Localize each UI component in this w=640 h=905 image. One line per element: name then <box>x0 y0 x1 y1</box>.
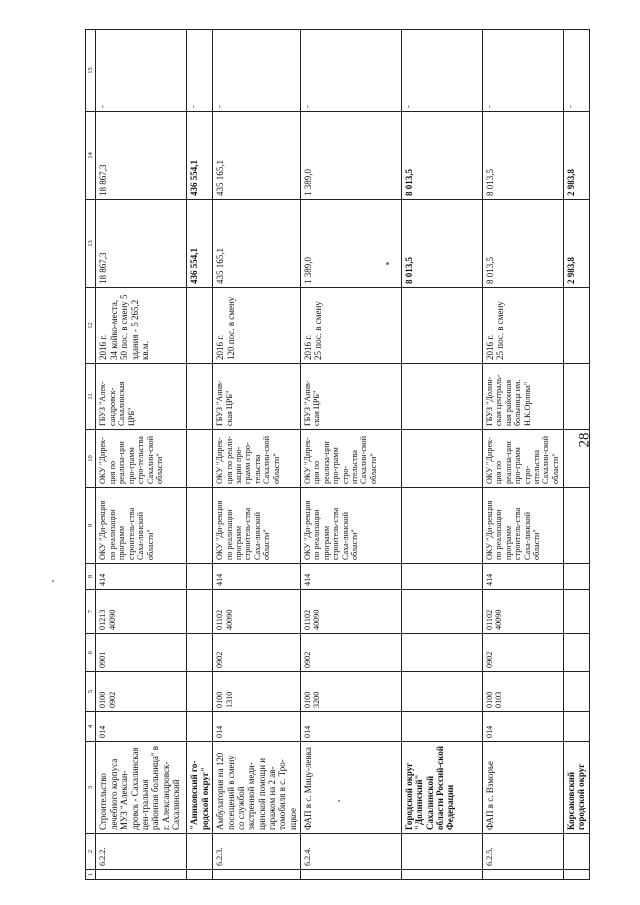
amount-total: 435 165,1 <box>213 200 301 288</box>
col-header: 15 <box>86 30 96 112</box>
table-cell <box>563 834 589 870</box>
amount-total: 1 389,0 <box>300 200 401 288</box>
developer: ОКУ "Дирек-ция по реализа-ции про-грамм стро-ительства Сахалин-ской области" <box>300 430 401 488</box>
customer: ОКУ "Ди-рекция по реализации программ строитель-ства Саха-линской области" <box>213 488 301 564</box>
term-and-capacity <box>482 288 563 364</box>
table-cell <box>563 634 589 672</box>
subsection-code: 0902 <box>213 634 301 672</box>
customer: ОКУ "Ди-рекция по реализации программ строитель-ства Саха-линской области" <box>96 488 187 564</box>
col-header: 10 <box>86 430 96 488</box>
target-article-code: 01102 40090 <box>482 590 563 634</box>
amount-other: - <box>482 30 563 112</box>
capacity: 120 пос. в смену <box>225 296 236 360</box>
item-number: 6.2.2. <box>96 834 187 870</box>
recipient: ГБУЗ "Анив-ская ЦРБ" <box>300 364 401 430</box>
developer: ОКУ "Дирек-ция по реали-зации про-грамм стро-тельства Сахалин-ской области" <box>213 430 301 488</box>
item-number: 6.2.4. <box>300 834 401 870</box>
term: 2016 г. <box>302 334 313 360</box>
district-name: Городской округ "Долинский" Сахалинской области Россий-ской Федерации <box>401 742 482 834</box>
district-name: Корсаковский городской округ <box>563 742 589 834</box>
table-cell <box>563 564 589 590</box>
expense-type-code: 414 <box>213 564 301 590</box>
section-code: 0100 0902 <box>96 672 187 712</box>
subsection-code: 0902 <box>482 634 563 672</box>
amount-year: 8 013,5 <box>401 112 482 200</box>
table-cell <box>563 590 589 634</box>
amount-total: 18 867,3 <box>96 200 187 288</box>
col-header: 2 <box>86 834 96 870</box>
subsection-code: 0902 <box>300 634 401 672</box>
table-cell <box>401 564 482 590</box>
amount-year: 8 013,5 <box>482 112 563 200</box>
table-cell <box>563 430 589 488</box>
section-code: 0100 1310 <box>213 672 301 712</box>
table-cell <box>187 288 213 364</box>
table-cell <box>401 288 482 364</box>
amount-other: - <box>401 30 482 112</box>
district-row <box>563 30 589 880</box>
amount-year: 2 983,8 <box>563 112 589 200</box>
table-row <box>213 30 301 880</box>
table-cell <box>563 672 589 712</box>
table-cell <box>213 870 301 880</box>
amount-total: 436 554,1 <box>187 200 213 288</box>
col-header: 12 <box>86 288 96 364</box>
investment-table <box>85 29 590 880</box>
term: 2016 г. <box>215 334 226 360</box>
col-header: 1 <box>86 870 96 880</box>
table-cell <box>401 870 482 880</box>
subsection-code: 0901 <box>96 634 187 672</box>
table-cell <box>187 634 213 672</box>
amount-year: 1 389,0 <box>300 112 401 200</box>
district-row <box>187 30 213 880</box>
table-cell <box>401 834 482 870</box>
amount-year: 18 867,3 <box>96 112 187 200</box>
table-cell <box>401 590 482 634</box>
header-row <box>86 30 96 880</box>
object-name: Строительство лечебного корпуса МУЗ "Алексан-дровск - Сахалинская цен-тральная районная больница" в г. Александровск-Сахалинский <box>96 742 187 834</box>
scan-speck <box>52 580 54 582</box>
table-cell <box>187 430 213 488</box>
table-cell <box>187 870 213 880</box>
col-header: 9 <box>86 488 96 564</box>
table-cell <box>401 712 482 742</box>
customer: ОКУ "Ди-рекция по реализации программ строитель-ства Саха-линской области" <box>482 488 563 564</box>
term-and-capacity <box>213 288 301 364</box>
developer: ОКУ "Дирек-ция по реализа-ции про-грамм стро-тельства Сахалин-ской области" <box>96 430 187 488</box>
table-cell <box>187 564 213 590</box>
term-and-capacity <box>96 288 187 364</box>
table-cell <box>482 870 563 880</box>
grbs-code: 014 <box>482 712 563 742</box>
table-cell <box>96 870 187 880</box>
section-code: 0100 3200 <box>300 672 401 712</box>
table-cell <box>187 672 213 712</box>
table-cell <box>300 870 401 880</box>
term: 2016 г. <box>484 334 495 360</box>
table-cell <box>563 488 589 564</box>
amount-year: 435 165,1 <box>213 112 301 200</box>
customer: ОКУ "Ди-рекция по реализации программ строитель-ства Саха-линской области" <box>300 488 401 564</box>
term-and-capacity <box>300 288 401 364</box>
amount-total: 8 013,5 <box>482 200 563 288</box>
developer: ОКУ "Дирек-ция по реализа-ции про-грамм стро-ительства Сахалин-ской области" <box>482 430 563 488</box>
amount-other: - <box>213 30 301 112</box>
table-cell <box>401 488 482 564</box>
amount-other: - <box>300 30 401 112</box>
item-number: 6.2.5. <box>482 834 563 870</box>
target-article-code: 01213 40090 <box>96 590 187 634</box>
capacity: 25 пос. в смену <box>495 301 506 360</box>
col-header: 5 <box>86 672 96 712</box>
object-name: ФАП в с. Мицу-левка <box>300 742 401 834</box>
rotated-table-wrapper <box>85 30 585 880</box>
expense-type-code: 414 <box>96 564 187 590</box>
col-header: 14 <box>86 112 96 200</box>
district-name: "Аниковский го-родской округ" <box>187 742 213 834</box>
amount-total: 8 013,5 <box>401 200 482 288</box>
col-header: 4 <box>86 712 96 742</box>
table-cell <box>563 364 589 430</box>
object-name: ФАП в с. Взморье <box>482 742 563 834</box>
district-row <box>401 30 482 880</box>
table-cell <box>563 712 589 742</box>
table-cell <box>401 364 482 430</box>
table-cell <box>187 712 213 742</box>
table-cell <box>563 288 589 364</box>
table-row <box>96 30 187 880</box>
col-header: 8 <box>86 564 96 590</box>
amount-other: - <box>96 30 187 112</box>
page-number: 28 <box>576 432 593 448</box>
table-cell <box>187 590 213 634</box>
grbs-code: 014 <box>96 712 187 742</box>
col-header: 11 <box>86 364 96 430</box>
target-article-code: 01102 40090 <box>300 590 401 634</box>
table-row <box>300 30 401 880</box>
section-code: 0100 0103 <box>482 672 563 712</box>
col-header: 6 <box>86 634 96 672</box>
recipient: ГБУЗ "Алек-сандровск-Сахалинская ЦРБ" <box>96 364 187 430</box>
amount-other: - <box>563 30 589 112</box>
amount-other: - <box>187 30 213 112</box>
capacity: 25 пос. в смену <box>313 301 324 360</box>
table-cell <box>187 488 213 564</box>
table-cell <box>401 430 482 488</box>
amount-total: 2 983,8 <box>563 200 589 288</box>
col-header: 7 <box>86 590 96 634</box>
table-cell <box>187 364 213 430</box>
table-row <box>482 30 563 880</box>
col-header: 13 <box>86 200 96 288</box>
target-article-code: 01102 40090 <box>213 590 301 634</box>
table-cell <box>401 634 482 672</box>
table-cell <box>563 870 589 880</box>
term: 2016 г. <box>98 334 109 360</box>
expense-type-code: 414 <box>300 564 401 590</box>
recipient: ГБУЗ "Анив-ская ЦРБ" <box>213 364 301 430</box>
recipient: ГБУЗ "Долин-ская централь-ная районная больница им. Н.К.Орлова" <box>482 364 563 430</box>
col-header: 3 <box>86 742 96 834</box>
table-cell <box>187 834 213 870</box>
object-name: Амбулатория на 120 посещений в смену со службой экстренной меди-цинской помощи и гаражом на 2 ав-томобиля в с. Тро-ицкое <box>213 742 301 834</box>
table-cell <box>401 672 482 712</box>
amount-year: 436 554,1 <box>187 112 213 200</box>
expense-type-code: 414 <box>482 564 563 590</box>
grbs-code: 014 <box>213 712 301 742</box>
capacity: 34 койко-места, 50 пос. в смену 5 здания - 5 265,2 кв.м. <box>108 294 150 360</box>
item-number: 6.2.3. <box>213 834 301 870</box>
grbs-code: 014 <box>300 712 401 742</box>
